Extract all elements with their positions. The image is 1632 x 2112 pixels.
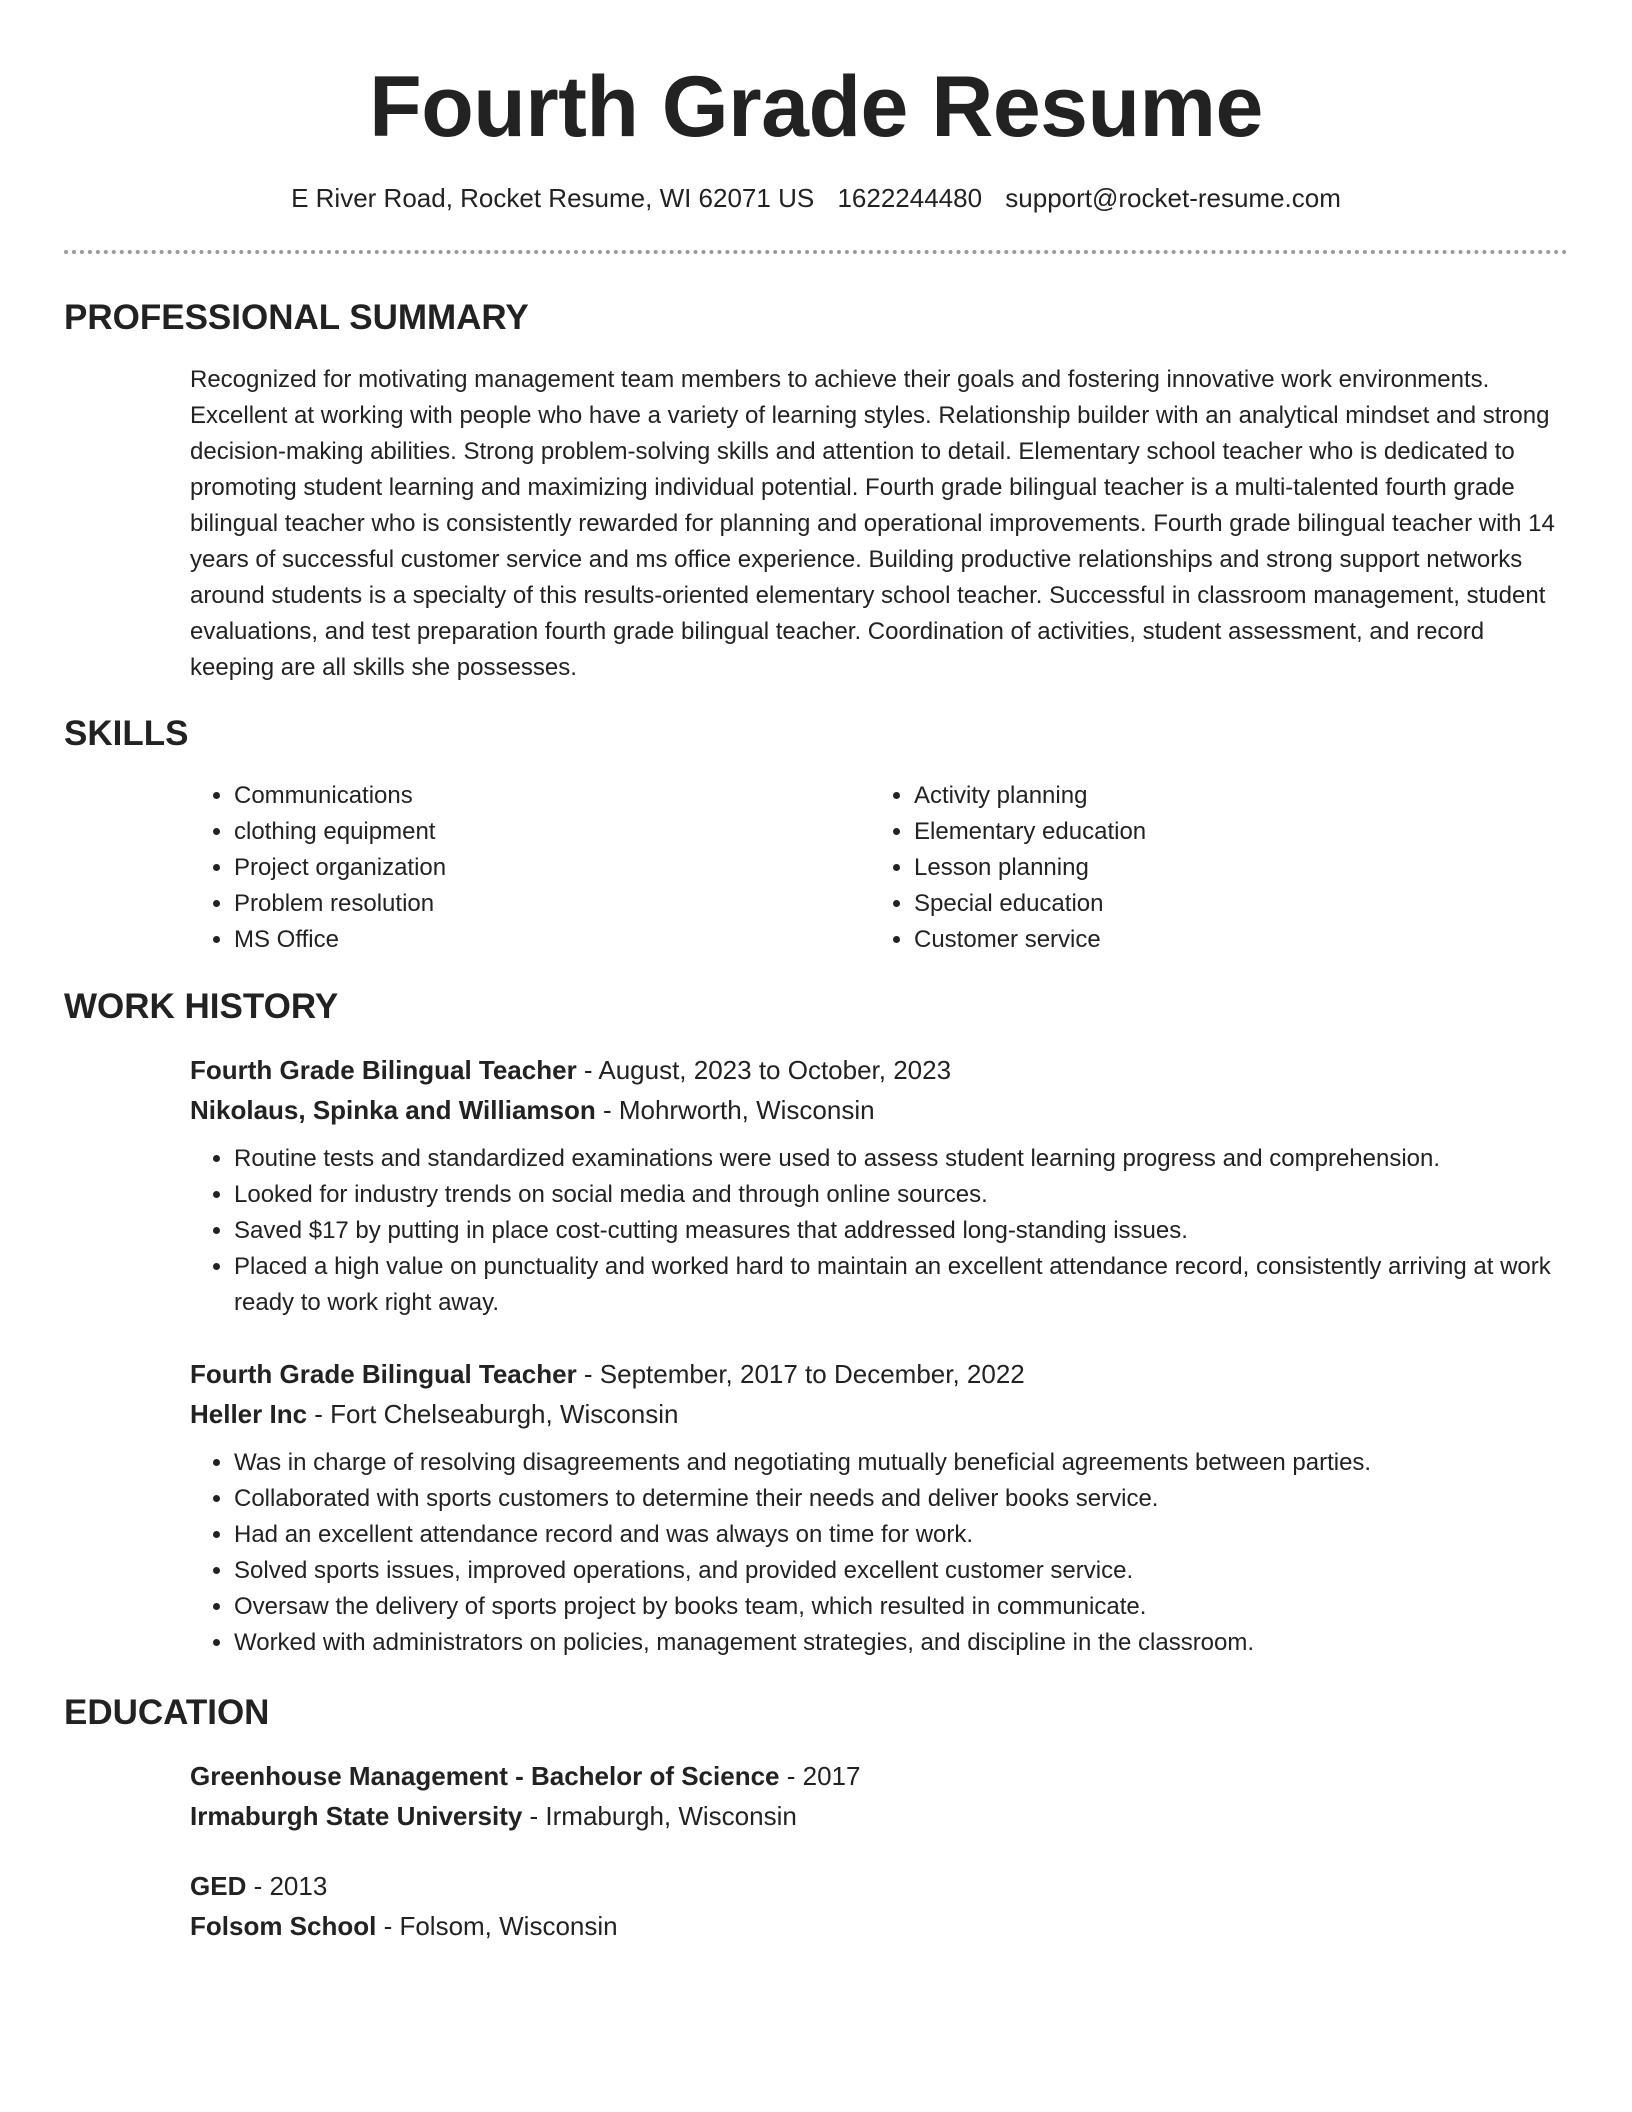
job-bullet: • Collaborated with sports customers to determine their needs and deliver books service.: [234, 1481, 1570, 1517]
job-entry: [190, 1354, 1570, 1434]
resume-name: Fourth Grade Resume: [369, 59, 1263, 155]
job-bullet: • Routine tests and standardized examinations were used to assess student learning progress and comprehension.: [234, 1141, 1570, 1177]
education-school: Folsom School: [190, 1911, 377, 1941]
header-divider: [64, 250, 1568, 254]
summary-section: [190, 362, 1570, 686]
summary-text: Recognized for motivating management team members to achieve their goals and fostering innovative work environments. Excellent at working with people who have a variety of learning styles. Relationship builder with an analytical mindset and strong decision-making abilities. Strong problem-solving skills and attention to detail. Elementary school teacher who is dedicated to promoting student learning and maximizing individual potential. Fourth grade bilingual teacher is a multi-talented fourth grade bilingual teacher who is consistently rewarded for planning and operational improvements. Fourth grade bilingual teacher with 14 years of successful customer service and ms office experience. Building productive relationships and strong support networks around students is a specialty of this results-oriented elementary school teacher. Successful in classroom management, student evaluations, and test preparation fourth grade bilingual teacher. Coordination of activities, student assessment, and record keeping are all skills she possesses.: [190, 366, 1555, 681]
job-role: Fourth Grade Bilingual Teacher: [190, 1055, 577, 1085]
job-company: Nikolaus, Spinka and Williamson: [190, 1095, 596, 1125]
education-location: - Irmaburgh, Wisconsin: [522, 1801, 797, 1831]
job-bullet: • Placed a high value on punctuality and worked hard to maintain an excellent attendance record, consistently arriving at work ready to work right away.: [234, 1249, 1570, 1321]
summary-heading: PROFESSIONAL SUMMARY: [64, 298, 529, 337]
job-role: Fourth Grade Bilingual Teacher: [190, 1359, 577, 1389]
skill-item: • Project organization: [234, 850, 870, 886]
skill-item: • Special education: [914, 886, 1550, 922]
job-bullets: [190, 1445, 1570, 1661]
job-location: - Mohrworth, Wisconsin: [595, 1095, 875, 1125]
education-degree-line: [190, 1756, 1570, 1796]
job-title-line: [190, 1050, 1570, 1090]
contact-phone: 1622244480: [837, 183, 983, 213]
job-company-line: [190, 1394, 1570, 1434]
job-bullet: • Saved $17 by putting in place cost-cutting measures that addressed long-standing issues.: [234, 1213, 1570, 1249]
job-company: Heller Inc: [190, 1399, 308, 1429]
education-location: - Folsom, Wisconsin: [376, 1911, 618, 1941]
education-school: Irmaburgh State University: [190, 1801, 523, 1831]
job-bullet: • Was in charge of resolving disagreements and negotiating mutually beneficial agreements between parties.: [234, 1445, 1570, 1481]
skill-item: • clothing equipment: [234, 814, 870, 850]
job-location: - Fort Chelseaburgh, Wisconsin: [307, 1399, 679, 1429]
skill-item: • Customer service: [914, 922, 1550, 958]
education-entry: [190, 1756, 1570, 1836]
skills-list: [190, 778, 1570, 958]
contact-line: [0, 180, 1632, 216]
skill-item: • Problem resolution: [234, 886, 870, 922]
education-degree-line: [190, 1866, 1570, 1906]
job-company-line: [190, 1090, 1570, 1130]
skill-item: • Communications: [234, 778, 870, 814]
job-entry: [190, 1050, 1570, 1130]
job-bullet: • Solved sports issues, improved operations, and provided excellent customer service.: [234, 1553, 1570, 1589]
education-degree: Greenhouse Management - Bachelor of Science: [190, 1761, 780, 1791]
skills-column-left: [190, 778, 870, 958]
job-bullet: • Worked with administrators on policies, management strategies, and discipline in the classroom.: [234, 1625, 1570, 1661]
education-year: - 2017: [779, 1761, 861, 1791]
skill-item: • MS Office: [234, 922, 870, 958]
work-heading: WORK HISTORY: [64, 987, 339, 1026]
education-entry: [190, 1866, 1570, 1946]
education-heading: EDUCATION: [64, 1693, 270, 1732]
job-title-line: [190, 1354, 1570, 1394]
education-year: - 2013: [246, 1871, 328, 1901]
job-bullet: • Oversaw the delivery of sports project by books team, which resulted in communicate.: [234, 1589, 1570, 1625]
contact-address: E River Road, Rocket Resume, WI 62071 US: [291, 183, 815, 213]
education-degree: GED: [190, 1871, 247, 1901]
education-school-line: [190, 1906, 1570, 1946]
skill-item: • Activity planning: [914, 778, 1550, 814]
job-bullets: [190, 1141, 1570, 1321]
job-dates: - September, 2017 to December, 2022: [576, 1359, 1025, 1389]
skills-column-right: [870, 778, 1550, 958]
skills-heading: SKILLS: [64, 714, 189, 753]
skill-item: • Elementary education: [914, 814, 1550, 850]
job-bullet: • Had an excellent attendance record and was always on time for work.: [234, 1517, 1570, 1553]
skill-item: • Lesson planning: [914, 850, 1550, 886]
education-school-line: [190, 1796, 1570, 1836]
job-dates: - August, 2023 to October, 2023: [576, 1055, 952, 1085]
contact-email: support@rocket-resume.com: [1005, 183, 1341, 213]
job-bullet: • Looked for industry trends on social media and through online sources.: [234, 1177, 1570, 1213]
